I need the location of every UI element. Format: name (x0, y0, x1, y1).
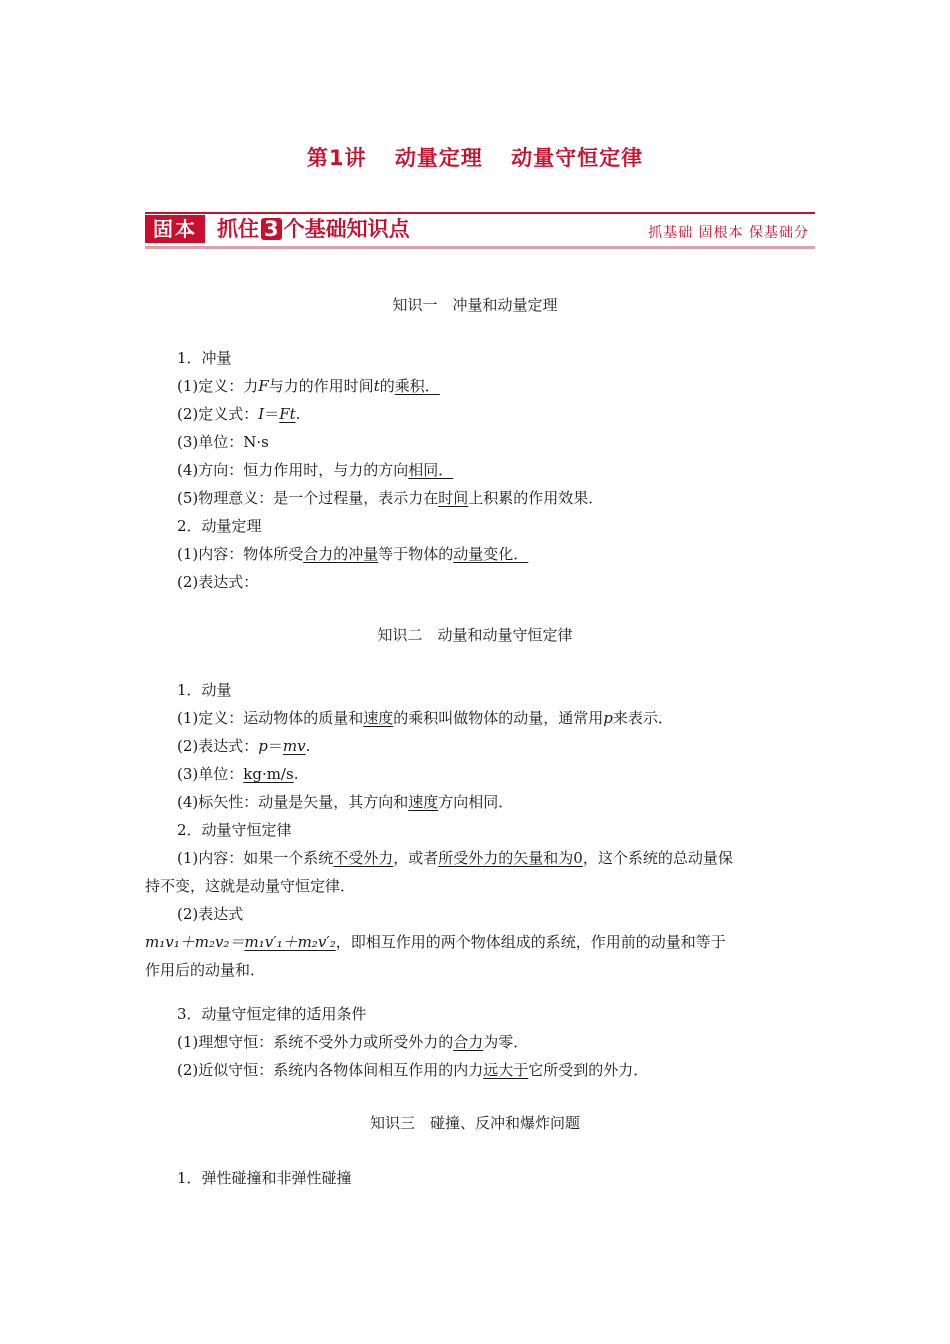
conservation-expression-label: (2)表达式 (177, 905, 244, 923)
text: 的乘积叫做物体的动量，通常用 (393, 709, 604, 727)
blank-answer: 乘积． (394, 377, 440, 395)
text: (1)内容：如果一个系统 (177, 849, 334, 867)
section-heading-2: 知识二 动量和动量守恒定律 (377, 626, 573, 644)
blank-answer: 相同． (408, 461, 454, 479)
text: 与力的作用时间 (268, 377, 374, 395)
item-momentum-theorem: 2．动量定理 (177, 517, 262, 535)
banner-heading-pre: 抓住 (217, 217, 259, 241)
impulse-formula (177, 404, 300, 424)
section-heading-3: 知识三 碰撞、反冲和爆炸问题 (369, 1114, 580, 1132)
impulse-meaning (177, 488, 603, 508)
banner-heading-number: 3 (261, 218, 282, 240)
symbol-t: t (373, 377, 380, 395)
text: (2)近似守恒：系统内各物体间相互作用的内力 (177, 1061, 484, 1079)
text: (4)方向：恒力作用时，与力的方向 (177, 461, 409, 479)
text: 的 (379, 377, 395, 395)
item-impulse: 1．冲量 (177, 349, 232, 367)
blank-answer: 远大于 (483, 1061, 529, 1079)
blank-answer: mv (282, 737, 306, 755)
impulse-definition (177, 376, 440, 396)
blank-answer: 速度 (363, 709, 394, 727)
text: (1)定义：运动物体的质量和 (177, 709, 364, 727)
text: (1)内容：物体所受 (177, 545, 304, 563)
text: 等于物体的 (378, 545, 454, 563)
text: ＝ (264, 405, 280, 423)
theorem-expression: (2)表达式： (177, 573, 259, 591)
section-banner (145, 212, 815, 249)
blank-answer: 速度 (408, 793, 439, 811)
symbol-p: p (603, 709, 613, 727)
text: (4)标矢性：动量是矢量，其方向和 (177, 793, 409, 811)
item-momentum: 1．动量 (177, 681, 232, 699)
text: . (295, 405, 301, 423)
momentum-vector (177, 792, 513, 812)
text: (1)理想守恒：系统不受外力或所受外力的 (177, 1033, 454, 1051)
text: . (305, 737, 311, 755)
momentum-unit (177, 764, 298, 784)
section-heading-1: 知识一 冲量和动量定理 (392, 296, 558, 314)
text: ，这个系统的总动量保 (582, 849, 733, 867)
blank-answer: 合力的冲量 (303, 545, 379, 563)
conservation-content-cont: 持不变，这就是动量守恒定律． (145, 877, 356, 895)
blank-answer: kg·m/s (243, 765, 294, 783)
conservation-formula-cont: 作用后的动量和． (145, 961, 266, 979)
text: (3)单位： (177, 765, 244, 783)
theorem-content (177, 544, 528, 564)
conservation-formula (145, 932, 726, 952)
formula-left: m₁v₁＋m₂v₂＝ (145, 933, 245, 951)
item-conditions: 3．动量守恒定律的适用条件 (177, 1005, 367, 1023)
condition-ideal (177, 1032, 528, 1052)
momentum-definition (177, 708, 673, 728)
text: (1)定义：力 (177, 377, 259, 395)
symbol-F: F (258, 377, 269, 395)
impulse-direction (177, 460, 453, 480)
text: ，即相互作用的两个物体组成的系统，作用前的动量和等于 (335, 933, 726, 951)
blank-answer: 所受外力的矢量和为0 (438, 849, 583, 867)
text: (2)定义式： (177, 405, 259, 423)
item-conservation-law: 2．动量守恒定律 (177, 821, 292, 839)
item-collisions: 1．弹性碰撞和非弹性碰撞 (177, 1169, 352, 1187)
momentum-formula (177, 736, 310, 756)
text: . (293, 765, 299, 783)
blank-answer: m₁v′₁＋m₂v′₂ (244, 933, 336, 951)
text: 它所受到的外力． (528, 1061, 649, 1079)
text: 方向相同． (438, 793, 514, 811)
text: 为零． (483, 1033, 529, 1051)
text: 上积累的作用效果． (468, 489, 604, 507)
page-title (0, 142, 950, 172)
text: ，或者 (393, 849, 439, 867)
symbol-p: p (258, 737, 268, 755)
text: ＝ (267, 737, 283, 755)
blank-answer: 不受外力 (333, 849, 394, 867)
symbol-I: I (258, 405, 265, 423)
banner-slogan: 抓基础 固根本 保基础分 (648, 225, 809, 241)
banner-top-rule (145, 212, 815, 214)
blank-answer: Ft (279, 405, 296, 423)
blank-answer: 时间 (438, 489, 469, 507)
banner-heading (217, 216, 410, 242)
condition-approximate (177, 1060, 648, 1080)
banner-heading-post: 个基础知识点 (283, 217, 410, 241)
title-topic-2: 动量守恒定律 (511, 146, 644, 170)
conservation-content (177, 848, 733, 868)
impulse-unit: (3)单位：N·s (177, 433, 269, 451)
banner-tag: 固本 (145, 215, 205, 243)
text: (5)物理意义：是一个过程量，表示力在 (177, 489, 439, 507)
text: 来表示． (612, 709, 673, 727)
blank-answer: 合力 (453, 1033, 484, 1051)
text: (2)表达式： (177, 737, 259, 755)
title-topic-1: 动量定理 (394, 146, 483, 170)
blank-answer: 动量变化． (453, 545, 529, 563)
title-lecture: 第1讲 (306, 146, 367, 170)
